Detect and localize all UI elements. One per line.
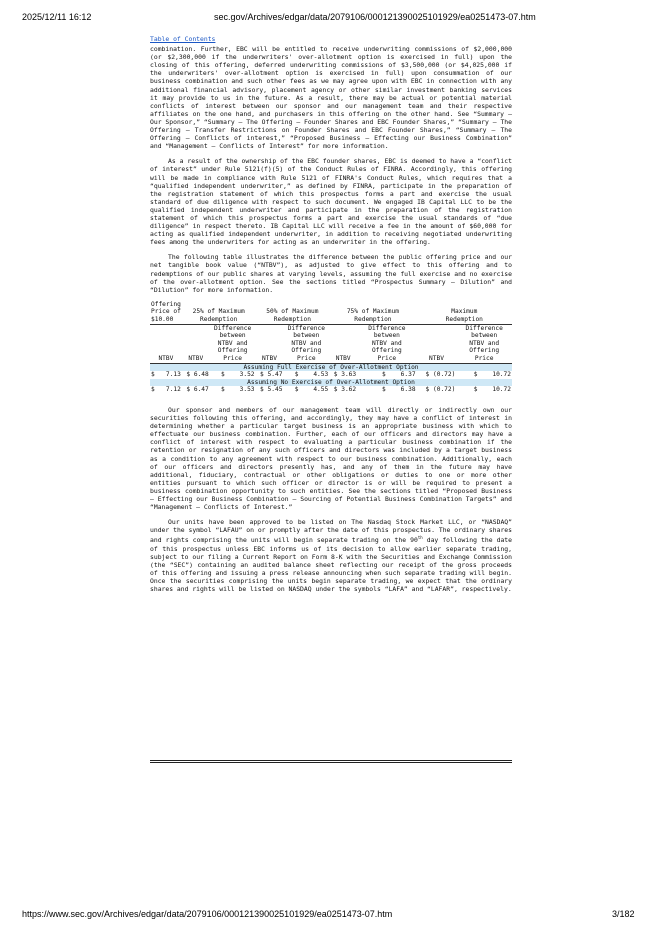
header-75-percent: 75% of Maximum Redemption xyxy=(329,301,416,324)
col-diff-75: Difference between NTBV and Offering Price xyxy=(357,324,416,363)
cell-ntbv-base: $ 7.12 xyxy=(151,386,181,394)
footer-url: https://www.sec.gov/Archives/edgar/data/2079106/000121390025101929/ea0251473-07.htm xyxy=(22,909,393,919)
col-ntbv-75: NTBV xyxy=(329,324,357,363)
table-of-contents-link[interactable]: Table of Contents xyxy=(150,35,216,43)
col-ntbv-25: NTBV xyxy=(182,324,210,363)
paragraph-dilution-intro: The following table illustrates the difference between the public offering price and our net tangible book value (“NTBV”), as adjusted to give effect to this offering and to redemptions of our public shares at varying levels, assuming the full exercise and no exercise of the over-allotment option. See the sections titled “Prospectus Summary — Dilution” and “Dilution” for more information. xyxy=(150,253,512,294)
col-diff-25: Difference between NTBV and Offering Price xyxy=(210,324,256,363)
cell-ntbv-50: $ 5.47 xyxy=(260,371,283,379)
table-row-no-exercise xyxy=(150,386,512,394)
cell-ntbv-75: $ 3.63 xyxy=(333,371,357,379)
col-ntbv-50: NTBV xyxy=(256,324,284,363)
cell-ntbv-base: $ 7.13 xyxy=(151,371,181,379)
browser-timestamp: 2025/12/11 16:12 xyxy=(22,12,92,22)
browser-url: sec.gov/Archives/edgar/data/2079106/000121390025101929/ea0251473-07.htm xyxy=(214,12,536,22)
header-25-percent: 25% of Maximum Redemption xyxy=(182,301,256,324)
table-group-header-row xyxy=(150,301,512,324)
col-ntbv-max: NTBV xyxy=(417,324,457,363)
cell-ntbv-max: $ (0.72) xyxy=(425,386,456,394)
document-body xyxy=(150,35,512,600)
page-divider-top xyxy=(150,760,512,761)
band-full-exercise: Assuming Full Exercise of Over-Allotment Option xyxy=(150,363,512,371)
dilution-table xyxy=(150,301,512,394)
paragraph-conflict-of-interest: As a result of the ownership of the EBC founder shares, EBC is deemed to have a “conflict of interest” under Rule 5121(f)(5) of the Conduct Rules of FINRA. Accordingly, this offering will be made in compliance with Rule 5121 of FINRA's Conduct Rules, which requires that a “qualified independent underwriter,” as defined by FINRA, participate in the preparation of the registration statement of which this prospectus forms a part and exercise the usual standard of due diligence with respect to such document. We engaged IB Capital LLC to be the qualified independent underwriter and participate in the preparation of the registration statement of which this prospectus forms a part and exercise the usual standards of “due diligence” in respect thereto. IB Capital LLC will receive a fee in the amount of $60,000 for acting as qualified independent underwriter, in addition to receiving negotiated underwriting fees among the underwriters for acting as an underwriter in the offering. xyxy=(150,157,512,247)
cell-diff-50: $ 4.55 xyxy=(294,386,329,394)
cell-ntbv-75: $ 3.62 xyxy=(333,386,357,394)
cell-diff-max: $ 10.72 xyxy=(473,371,511,379)
paragraph-nasdaq-listing: Our units have been approved to be listed on The Nasdaq Stock Market LLC, or “NASDAQ” under the symbol “LAFAU” on or promptly after the date of this prospectus. The ordinary shares and rights comprising the units will begin separate trading on the 90th day following the date of this prospectus unless EBC informs us of its decision to allow earlier separate trading, subject to our filing a Current Report on Form 8-K with the Securities and Exchange Commission (the “SEC”) containing an audited balance sheet reflecting our receipt of the gross proceeds of this offering and issuing a press release announcing when such separate trading will begin. Once the securities comprising the units begin separate trading, we expect that the ordinary shares and rights will be listed on NASDAQ under the symbols “LAFA” and “LAFAR”, respectively. xyxy=(150,518,512,594)
col-diff-50: Difference between NTBV and Offering Price xyxy=(283,324,329,363)
page-divider-bottom xyxy=(150,762,512,763)
cell-ntbv-max: $ (0.72) xyxy=(425,371,456,379)
cell-ntbv-50: $ 5.45 xyxy=(260,386,283,394)
paragraph-underwriting-commissions: combination. Further, EBC will be entitled to receive underwriting commissions of $2,000,000 (or $2,300,000 if the underwriters' over-allotment option is exercised in full) upon the closing of this offering, deferred underwriting commissions of $3,500,000 (or $4,025,000 if the underwriters' over-allotment option is exercised in full) upon consummation of our business combination and such other fees as we may agree upon with EBC in connection with any additional financial advisory, placement agency or other similar investment banking services it may provide to us in the future. As a result, there may be actual or potential material conflicts of interest between our sponsor and our management team and their respective affiliates on the one hand, and purchasers in this offering on the other hand. See “Summary — Our Sponsor,” “Summary — The Offering — Founder Shares and EBC Founder Shares,” “Summary — The Offering — Transfer Restrictions on Founder Shares and EBC Founder Shares,” “Summary — The Offering — Conflicts of interest,” “Proposed Business — Effecting our Business Combination” and “Management — Conflicts of Interest” for more information. xyxy=(150,45,512,151)
table-column-header-row xyxy=(150,324,512,363)
cell-diff-75: $ 6.38 xyxy=(382,386,416,394)
cell-diff-50: $ 4.53 xyxy=(294,371,329,379)
page-indicator: 3/182 xyxy=(612,909,635,919)
cell-diff-25: $ 3.52 xyxy=(220,371,255,379)
offering-price-header: Offering Price of $10.00 xyxy=(151,300,181,323)
header-maximum: Maximum Redemption xyxy=(417,301,512,324)
cell-ntbv-25: $ 6.48 xyxy=(186,371,209,379)
paragraph-management-conflicts: Our sponsor and members of our management team will directly or indirectly own our securities following this offering, and accordingly, they may have a conflict of interest in determining whether a particular target business is an appropriate business with which to effectuate our business combination. Further, each of our officers and directors may have a conflict of interest with respect to evaluating a particular business combination if the retention or resignation of any such officers and directors was included by a target business as a condition to any agreement with respect to our business combination. Additionally, each of our officers and directors presently has, and any of them in the future may have additional, fiduciary, contractual or other obligations or duties to one or more other entities pursuant to which such officer or director is or will be required to present a business combination opportunity to such entities. See the sections titled “Proposed Business — Effecting our Business Combination — Sourcing of Potential Business Combination Targets” and “Management — Conflicts of Interest.” xyxy=(150,405,512,512)
col-ntbv-base: NTBV xyxy=(150,324,182,363)
cell-ntbv-25: $ 6.47 xyxy=(186,386,209,394)
table-row-full-exercise xyxy=(150,371,512,379)
band-no-exercise: Assuming No Exercise of Over-Allotment Option xyxy=(150,379,512,387)
header-50-percent: 50% of Maximum Redemption xyxy=(256,301,330,324)
cell-diff-25: $ 3.53 xyxy=(220,386,255,394)
col-diff-max: Difference between NTBV and Offering Price xyxy=(456,324,512,363)
cell-diff-max: $ 10.72 xyxy=(473,386,511,394)
cell-diff-75: $ 6.37 xyxy=(382,371,416,379)
